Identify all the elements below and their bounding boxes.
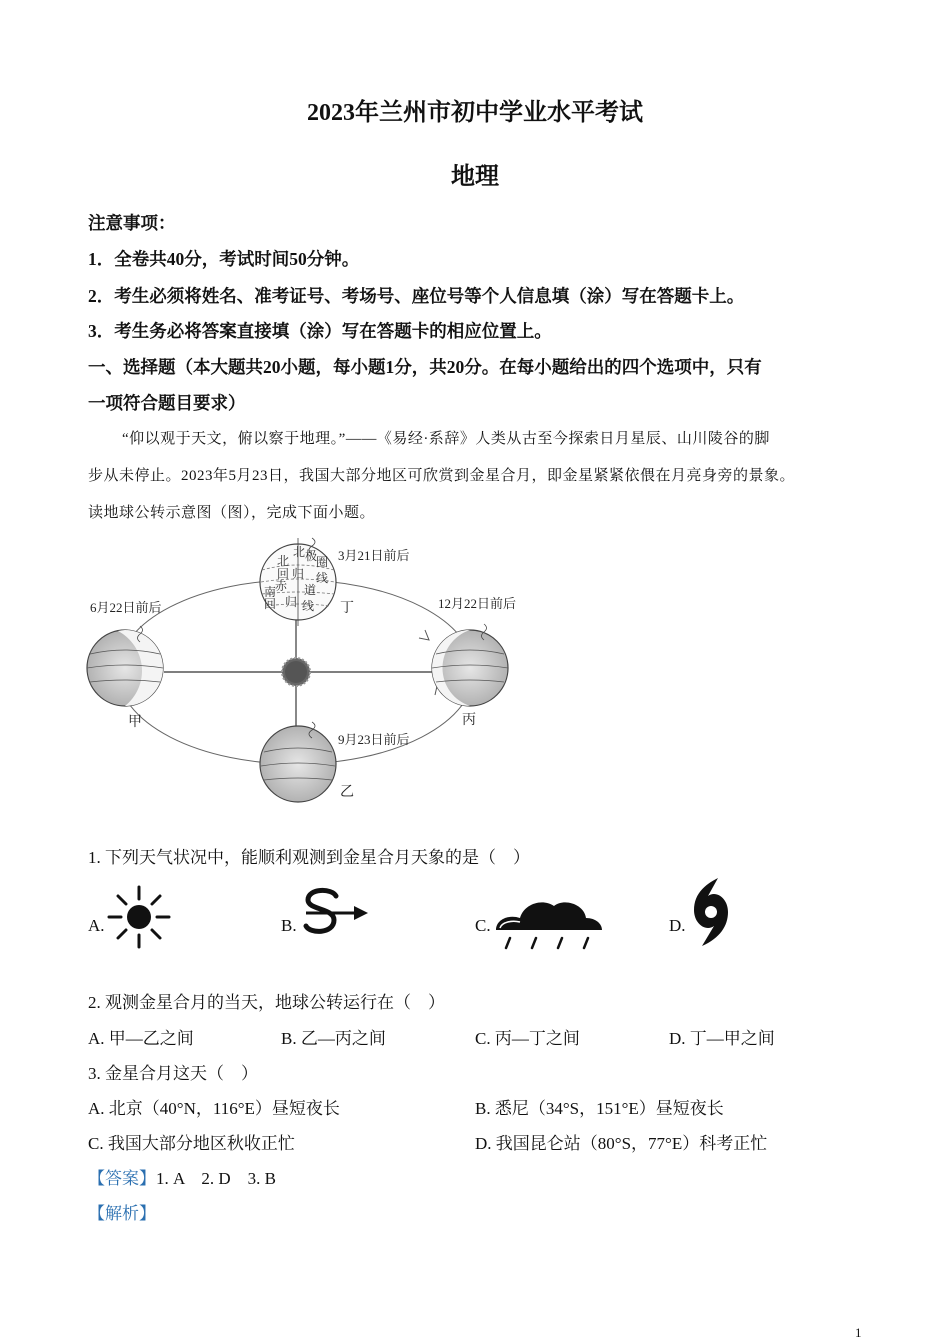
section-heading-line2: 一项符合题目要求）: [88, 393, 246, 413]
q3-stem: 3. 金星合月这天（ ）: [88, 1064, 258, 1083]
globe-label: 极: [305, 549, 318, 563]
label-sep23: 9月23日前后: [338, 732, 410, 747]
label-jia: 甲: [128, 715, 142, 730]
answer-text: 1. A 2. D 3. B: [156, 1169, 276, 1188]
q1-option-b[interactable]: B.: [281, 916, 297, 935]
answer-line: [88, 1164, 276, 1189]
globe-label: 归: [292, 567, 305, 581]
analysis-label: 【解析】: [88, 1204, 156, 1223]
section-heading-line1: 一、选择题（本大题共20小题，每小题1分，共20分。在每小题给出的四个选项中，只有: [88, 357, 762, 377]
passage-line-2: 步从未停止。2023年5月23日，我国大部分地区可欣赏到金星合月，即金星紧紧依偎在月亮身旁的景象。: [88, 468, 796, 484]
globe-label: 南: [264, 585, 277, 599]
q1-option-c[interactable]: C.: [475, 916, 491, 935]
globe-bing: [432, 624, 508, 706]
label-dec22: 12月22日前后: [438, 596, 517, 611]
q3-option-c[interactable]: C. 我国大部分地区秋收正忙: [88, 1134, 295, 1153]
label-bing: 丙: [462, 713, 476, 728]
q3-option-d[interactable]: D. 我国昆仑站（80°S，77°E）科考正忙: [475, 1134, 768, 1153]
notice-item-2: 2．考生必须将姓名、准考证号、考场号、座位号等个人信息填（涂）写在答题卡上。: [88, 286, 745, 306]
rain-icon: [492, 890, 604, 952]
notice-item-1: 1．全卷共40分，考试时间50分钟。: [88, 249, 360, 269]
globe-label: 回: [264, 597, 277, 611]
q1-stem: 1. 下列天气状况中，能顺利观测到金星合月天象的是（ ）: [88, 848, 530, 867]
q1-option-a[interactable]: A.: [88, 916, 105, 935]
passage-line-3: 读地球公转示意图（图），完成下面小题。: [88, 505, 376, 521]
globe-label: 北: [277, 554, 290, 568]
sun-icon: [106, 884, 172, 950]
label-mar21: 3月21日前后: [338, 548, 410, 563]
q2-option-a[interactable]: A. 甲—乙之间: [88, 1029, 194, 1048]
label-yi: 乙: [340, 785, 354, 800]
notice-item-3: 3．考生务必将答案直接填（涂）写在答题卡的相应位置上。: [88, 321, 552, 341]
q2-option-b[interactable]: B. 乙—丙之间: [281, 1029, 386, 1048]
passage-line-1: “仰以观于天文，俯以察于地理。”——《易经·系辞》人类从古至今探索日月星辰、山川陵谷的脚: [122, 431, 770, 447]
label-jun22: 6月22日前后: [90, 600, 162, 615]
q1-option-d[interactable]: D.: [669, 916, 686, 935]
q3-option-a[interactable]: A. 北京（40°N，116°E）昼短夜长: [88, 1099, 340, 1118]
globe-label: 线: [302, 599, 315, 613]
exam-title: 2023年兰州市初中学业水平考试: [307, 100, 643, 126]
orbit-arrow: [419, 630, 429, 640]
sun-core: [285, 661, 307, 683]
earth-revolution-diagram: [80, 530, 540, 820]
globe-label: 北: [293, 545, 306, 559]
globe-label: 赤: [275, 579, 288, 593]
sand-storm-icon: [298, 884, 372, 940]
globe-label: 回: [277, 567, 290, 581]
notice-heading: 注意事项：: [88, 213, 176, 233]
globe-label: 道: [304, 583, 317, 597]
q3-option-b[interactable]: B. 悉尼（34°S，151°E）昼短夜长: [475, 1099, 724, 1118]
q2-stem: 2. 观测金星合月的当天，地球公转运行在（ ）: [88, 993, 445, 1012]
globe-yi: [260, 722, 336, 802]
typhoon-icon: [684, 876, 736, 948]
globe-label: 线: [316, 571, 329, 585]
q2-option-c[interactable]: C. 丙—丁之间: [475, 1029, 580, 1048]
globe-jia: [87, 626, 163, 706]
label-ding: 丁: [340, 601, 354, 616]
answer-label: 【答案】: [88, 1169, 156, 1188]
subject-title: 地理: [451, 164, 499, 190]
page-number: 1: [855, 1325, 862, 1340]
globe-label: 圈: [316, 555, 329, 569]
globe-label: 归: [285, 595, 298, 609]
q2-option-d[interactable]: D. 丁—甲之间: [669, 1029, 775, 1048]
